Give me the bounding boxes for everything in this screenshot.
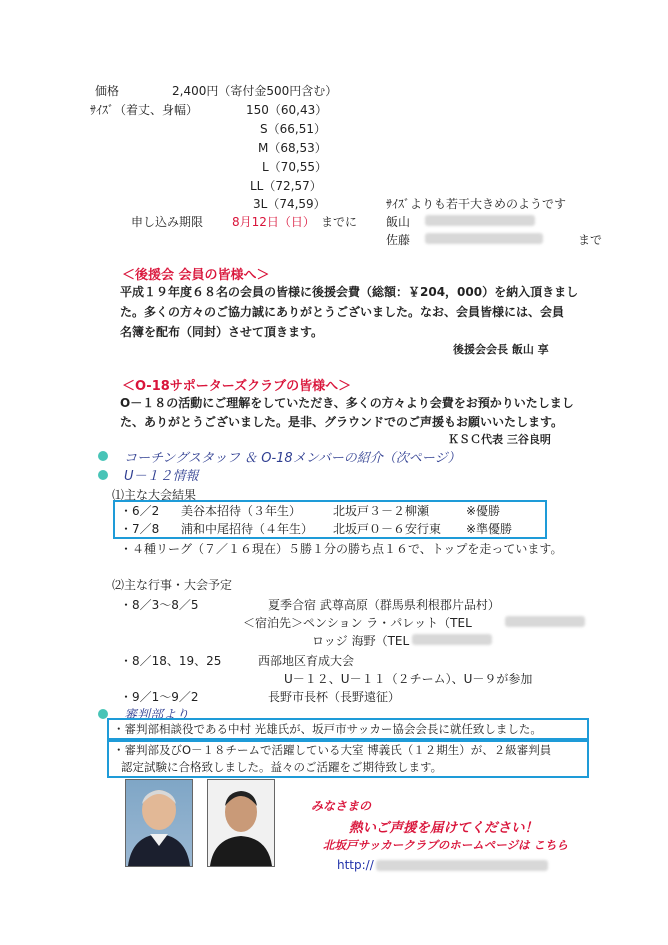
koenkai-heading: ＜後援会 会員の皆様へ＞ [122, 268, 270, 283]
contact-name: 佐藤 [386, 233, 411, 247]
result-date: ・7／8 [120, 522, 160, 536]
promo-line: 北坂戸サッカークラブのホームページは こちら [323, 838, 569, 852]
homepage-link[interactable] [337, 858, 548, 872]
results-heading: ⑴主な大会結果 [112, 488, 197, 502]
result-outcome: ※準優勝 [466, 522, 513, 536]
supporters-sign: ＫＳＣ代表 三谷良明 [448, 433, 551, 446]
supporters-heading: ＜O-18サポーターズクラブの皆様へ＞ [122, 379, 352, 394]
deadline-suffix: までに [321, 215, 358, 229]
section-referee: 審判部より [124, 708, 190, 723]
koenkai-body: た。多くの方々のご協力誠にありがとうございました。なお、会員皆様には、会員 [120, 305, 565, 319]
league-status: ・４種リーグ（７／１６現在）５勝１分の勝ち点１６で、トップを走っています。 [120, 542, 563, 556]
supporters-body: O－１８の活動にご理解をしていただき、多くの方々より会費をお預かりいたしまし [120, 396, 574, 410]
section-u12: U－１２情報 [124, 469, 199, 484]
schedule-event: 西部地区育成大会 [258, 654, 355, 668]
supporters-body: た、ありがとうございました。是非、グラウンドでのご声援もお願いいたします。 [120, 415, 564, 429]
referee-news: 認定試験に合格致しました。益々のご活躍をご期待致します。 [121, 760, 443, 774]
schedule-detail: ＜宿泊先＞ペンション ラ・パレット（TEL [243, 616, 472, 630]
schedule-date: ・8／18、19、25 [120, 654, 222, 668]
size-row: 3L（74,59） [253, 197, 326, 211]
result-score: 北坂戸３－２柳瀬 [333, 504, 430, 518]
promo-line: 熱いご声援を届けてください！ [349, 820, 538, 836]
bullet-icon [98, 451, 108, 461]
contact-until: まで [578, 233, 603, 247]
schedule-heading: ⑵主な行事・大会予定 [112, 578, 233, 592]
contact-name: 飯山 [386, 215, 411, 229]
redacted-url [376, 860, 548, 871]
redacted-phone [505, 616, 585, 627]
size-note: ｻｲｽﾞよりも若干大きめのようです [386, 197, 567, 211]
schedule-date: ・9／1～9／2 [120, 690, 199, 704]
koenkai-body: 平成１９年度６８名の会員の皆様に後援会費（総額：￥204，000）を納入頂きまし [120, 285, 579, 299]
size-row: LL（72,57） [250, 179, 322, 193]
deadline-date: 8月12日（日） [232, 215, 315, 229]
size-row: S（66,51） [260, 122, 326, 136]
section-coaching: コーチングスタッフ ＆ O-18メンバーの紹介（次ページ） [124, 451, 461, 466]
size-row: M（68,53） [258, 141, 327, 155]
schedule-event: 夏季合宿 武尊高原（群馬県利根郡片品村） [268, 598, 500, 612]
portrait-photo [207, 779, 275, 867]
result-score: 北坂戸０－６安行東 [333, 522, 442, 536]
result-event: 美谷本招待（３年生） [181, 504, 302, 518]
result-date: ・6／2 [120, 504, 160, 518]
schedule-detail: U－１２、U－１１（２チーム）、U－９が参加 [284, 672, 533, 686]
result-outcome: ※優勝 [466, 504, 501, 518]
size-row: L（70,55） [262, 160, 328, 174]
schedule-detail: ロッジ 海野（TEL [312, 634, 410, 648]
bullet-icon [98, 470, 108, 480]
result-event: 浦和中尾招待（４年生） [181, 522, 314, 536]
koenkai-sign: 後援会会長 飯山 享 [453, 343, 549, 356]
referee-news: ・審判部相談役である中村 光雄氏が、坂戸市サッカー協会会長に就任致しました。 [113, 722, 542, 736]
size-row: 150（60,43） [246, 103, 328, 117]
redacted-phone [412, 634, 492, 645]
schedule-event: 長野市長杯（長野遠征） [268, 690, 401, 704]
price-value: 2,400円（寄付金500円含む） [172, 84, 338, 98]
redacted-phone [425, 215, 535, 226]
schedule-date: ・8／3～8／5 [120, 598, 199, 612]
price-label: 価格 [95, 84, 120, 98]
redacted-phone [425, 233, 543, 244]
deadline-label: 申し込み期限 [131, 215, 204, 229]
promo-line: みなさまの [311, 799, 372, 813]
homepage-url-prefix: http:// [337, 858, 374, 872]
portrait-photo [125, 779, 193, 867]
sizes-label: ｻｲｽﾞ（着丈、身幅） [90, 103, 199, 117]
koenkai-body: 名簿を配布（同封）させて頂きます。 [120, 325, 324, 339]
referee-news: ・審判部及びO－１８チームで活躍している大室 博義氏（１２期生）が、２級審判員 [113, 743, 552, 757]
